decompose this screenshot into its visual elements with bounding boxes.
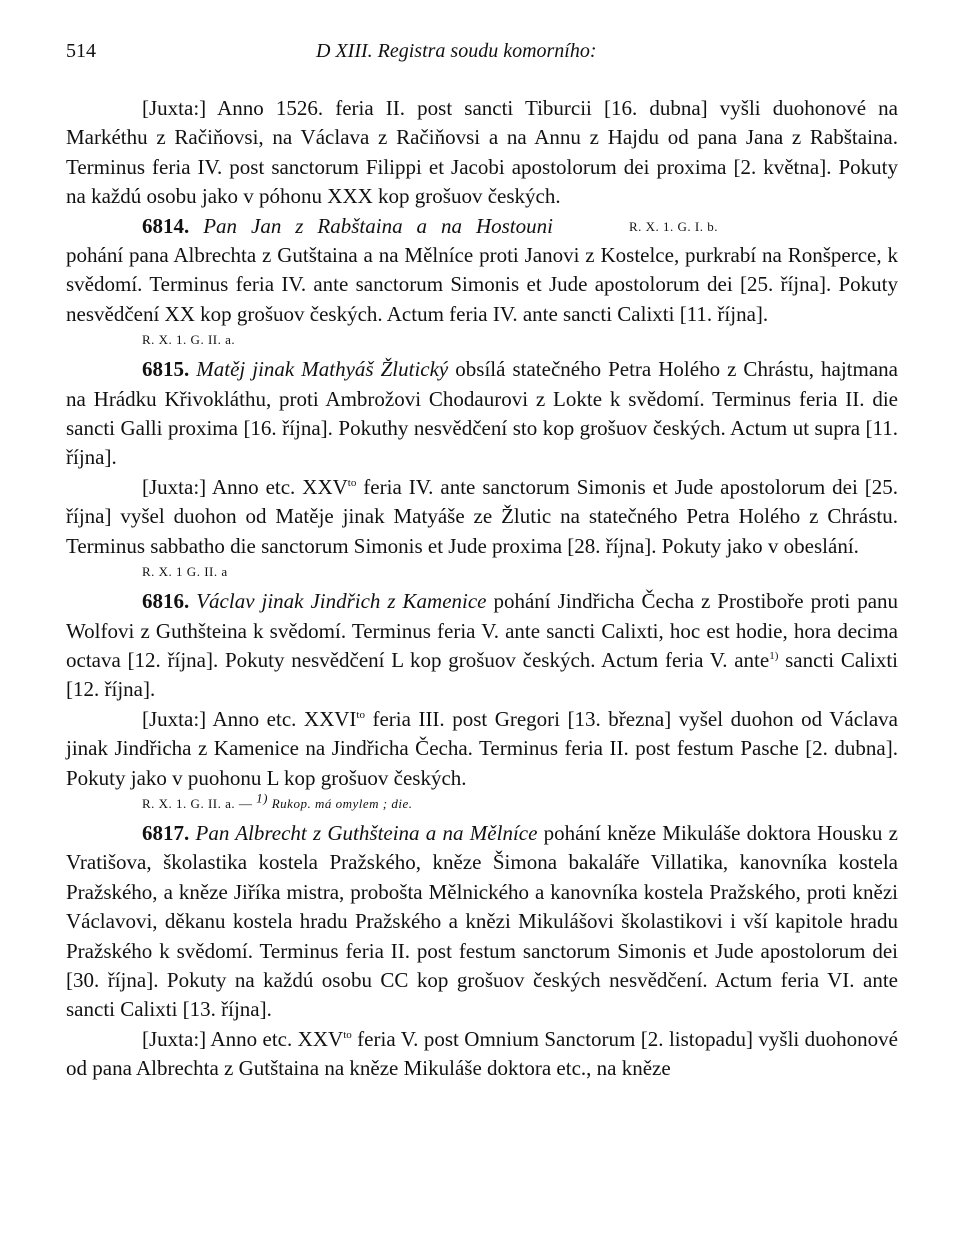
entry-text: pohání kněze Mikuláše doktora Housku z Vratišova, školastika kostela Pražského, kněze Šimona bakaláře Villatika, kanovníka kostela Pražského, a kněze Jiříka mistra, probošta Mělnického a kanovníka kostela Pražského, proti knězi Václavovi, děkanu kostela hradu Pražského a knězi Mikulášovi školastikovi i vší kapitole hradu Pražského k svědomí. Terminus feria II. post festum sanctorum Simonis et Jude apostolorum dei [30. října]. Pokuty na každú osobu CC kop grošuov českých nesvědčení. Actum feria VI. ante sancti Calixti [13. října]. [66, 820, 898, 1022]
entry-6816: 6816. Václav jinak Jindřich z Kamenice pohání Jindřicha Čecha z Prostiboře proti panu Wolfovi z Guthšteina k svědomí. Terminus feria V. ante sancti Calixti, hoc est hodie, hora decima octava [12. října]. Pokuty nesvědčení L kop grošuov českých. Actum feria V. ante$^{1)}$ sancti Calixti [12. října]. [66, 589, 899, 702]
document-page [66, 40, 898, 1084]
entry-number: 6815. [142, 357, 190, 382]
footnote-text: Rukop. má omylem ; die. [267, 795, 413, 811]
entry-number: 6814. [142, 213, 190, 238]
running-head: D XIII. Registra soudu komorního: [316, 40, 597, 62]
entry-6814 [66, 212, 898, 330]
juxta-paragraph: [Juxta:] Anno etc. $XXVI^{to}$ feria III. post Gregori [13. března] vyšel duohon od Václava jinak Jindřicha z Kamenice na Jindřicha Čecha. Terminus feria II. post festum Pasche [2. dubna]. Pokuty jako v puohonu L kop grošuov českých. [66, 706, 898, 790]
archive-signature: R. X. 1. G. II. a. [142, 332, 236, 348]
entry-parties: Pan Jan z Rabštaina a na Hostouni [203, 213, 553, 238]
juxta-paragraph: [Juxta:] Anno etc. $XXV^{to}$ feria IV. ante sanctorum Simonis et Jude apostolorum dei [25. října] vyšel duohon od Matěje jinak Matyáše ze Žlutic na statečného Petra Holého z Chrástu. Terminus sabbatho die sanctorum Simonis et Jude proxima [28. října]. Pokuty jako v obeslání. [66, 474, 898, 558]
entry-text: pohání Jindřicha Čecha z Prostiboře proti panu Wolfovi z Guthšteina k svědomí. Terminus feria V. ante sancti Calixti, hoc est hodie, hora decima octava [12. října]. Pokuty nesvědčení L kop grošuov českých. Actum feria V. ante [66, 589, 899, 672]
footnote-reference: 1) [769, 649, 779, 662]
archive-signature: R. X. 1. G. I. b. [628, 218, 718, 234]
archive-signature: R. X. 1 G. II. a [142, 564, 228, 580]
entry-text: pohání pana Albrechta z Gutštaina a na Mělníce proti Janovi z Kostelce, purkrabí na Ronšperce, k svědomí. Terminus feria IV. ante sanctorum Simonis et Jude apostolorum dei [25. října]. Pokuty nesvědčení XX kop grošuov českých. Actum feria IV. ante sancti Calixti [11. října]. [66, 243, 898, 326]
footnote-marker: 1) [256, 790, 268, 806]
document-body [66, 94, 898, 1084]
archive-signature: R. X. 1. G. II. a. — $^{1)}$ Rukop. má omylem ; die. [142, 790, 413, 811]
entry-number: 6817. [142, 820, 190, 845]
entry-number: 6816. [142, 589, 190, 614]
entry-6815 [66, 355, 898, 473]
juxta-paragraph: [Juxta:] Anno 1526. feria II. post sancti Tiburcii [16. dubna] vyšli duohonové na Markéthu z Račiňovsi, na Václava z Račiňovsi a na Annu z Hajdu od pana Jana z Rabštaina. Terminus feria IV. post sanctorum Filippi et Jacobi apostolorum dei proxima [2. května]. Pokuty na každú osobu jako v póhonu XXX kop grošuov českých. R. X. 1. G. I. b. [66, 94, 898, 212]
page-number: 514 [66, 40, 96, 62]
entry-parties: Václav jinak Jindřich z Kamenice [196, 589, 487, 614]
entry-parties: Pan Albrecht z Guthšteina a na Mělníce [195, 820, 538, 845]
entry-parties: Matěj jinak Mathyáš Žlutický [196, 357, 449, 382]
juxta-paragraph: [Juxta:] Anno etc. $XXV^{to}$ feria V. post Omnium Sanctorum [2. listopadu] vyšli duohonové od pana Albrechta z Gutštaina na kněze Mikuláše doktora etc., na kněze [66, 1026, 898, 1081]
entry-text: obsílá statečného Petra Holého z Chrástu, hajtmana na Hrádku Křivokláthu, proti Ambrožovi Chodaurovi z Lokte k svědomí. Terminus feria II. die sancti Galli proxima [16. října]. Pokuthy nesvědčení sto kop grošuov českých. Actum ut supra [11. října]. [66, 357, 898, 470]
entry-6817 [66, 819, 898, 1025]
page-header [66, 40, 898, 72]
